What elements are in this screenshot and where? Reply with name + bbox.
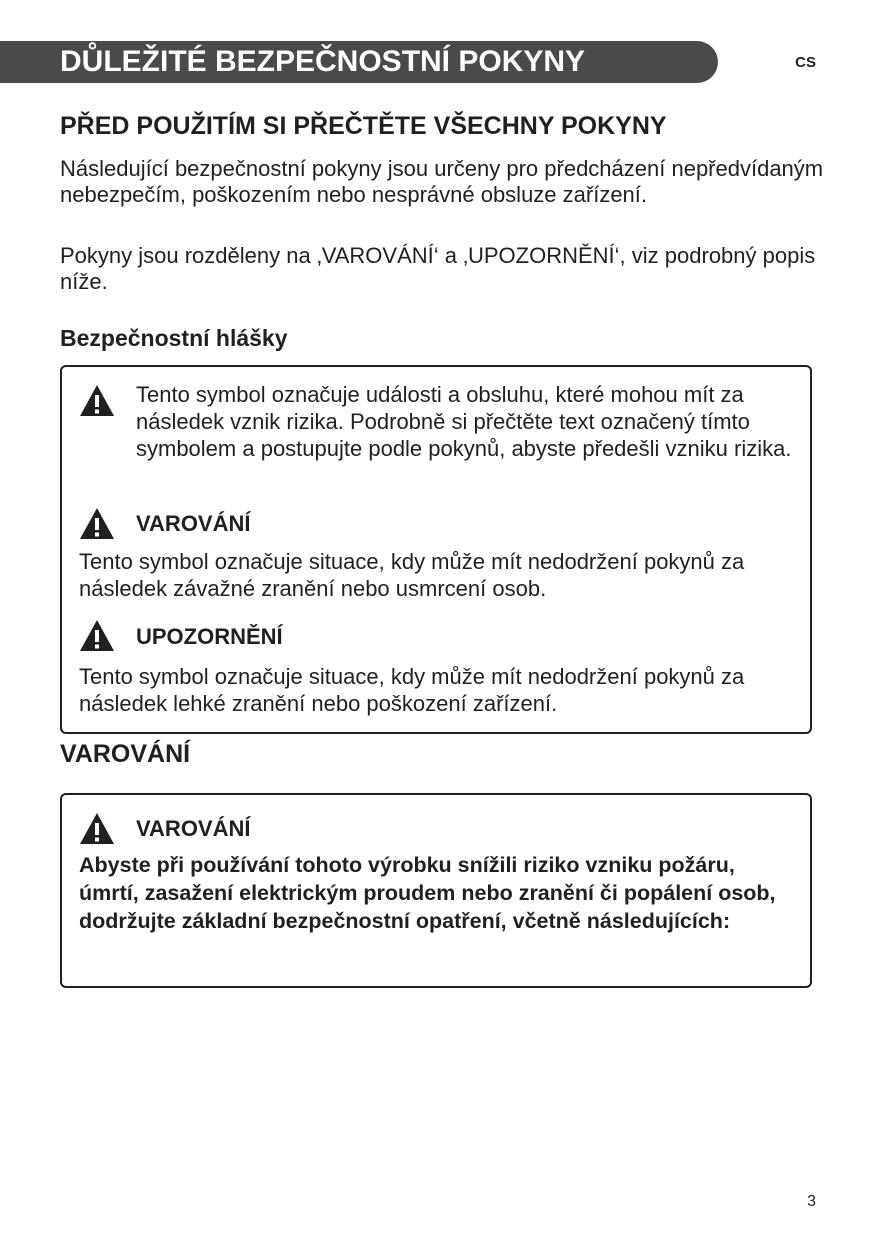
intro-paragraph-1: Následující bezpečnostní pokyny jsou určeny pro předcházení nepředvídaným nebezpečím, poškozením nebo nesprávné obsluze zařízení. [60, 156, 824, 207]
language-code: CS [795, 54, 816, 71]
warning-triangle-icon [79, 384, 115, 417]
page-number: 3 [807, 1193, 816, 1210]
intro-heading: PŘED POUŽITÍM SI PŘEČTĚTE VŠECHNY POKYNY [60, 112, 667, 140]
section-banner [0, 41, 718, 83]
safety-messages-box [60, 365, 812, 734]
warning-triangle-icon [79, 812, 115, 845]
symbol-description: Tento symbol označuje události a obsluhu, které mohou mít za následek vznik rizika. Podrobně si přečtěte text označený tímto symbolem a postupujte podle pokynů, abyste předešli vzniku rizika. [136, 382, 792, 461]
warning-section-heading: VAROVÁNÍ [60, 740, 191, 768]
warning-box [60, 793, 812, 988]
warning-triangle-icon [79, 619, 115, 652]
warning-description: Tento symbol označuje situace, kdy může mít nedodržení pokynů za následek závažné zranění nebo usmrcení osob. [79, 549, 745, 601]
warning-box-label: VAROVÁNÍ [136, 816, 251, 841]
warning-box-text: Abyste při používání tohoto výrobku snížili riziko vzniku požáru, úmrtí, zasažení elektrickým proudem nebo zranění či popálení osob, dodržujte základní bezpečnostní opatření, včetně následujících: [79, 853, 776, 933]
intro-paragraph-2: Pokyny jsou rozděleny na ‚VAROVÁNÍ‘ a ‚UPOZORNĚNÍ‘, viz podrobný popis níže. [60, 243, 816, 294]
caution-label: UPOZORNĚNÍ [136, 624, 283, 649]
warning-label: VAROVÁNÍ [136, 511, 251, 536]
banner-title: DŮLEŽITÉ BEZPEČNOSTNÍ POKYNY [60, 45, 586, 78]
warning-triangle-icon [79, 507, 115, 540]
caution-description: Tento symbol označuje situace, kdy může mít nedodržení pokynů za následek lehké zranění nebo poškození zařízení. [79, 664, 745, 716]
safety-messages-heading: Bezpečnostní hlášky [60, 325, 288, 351]
